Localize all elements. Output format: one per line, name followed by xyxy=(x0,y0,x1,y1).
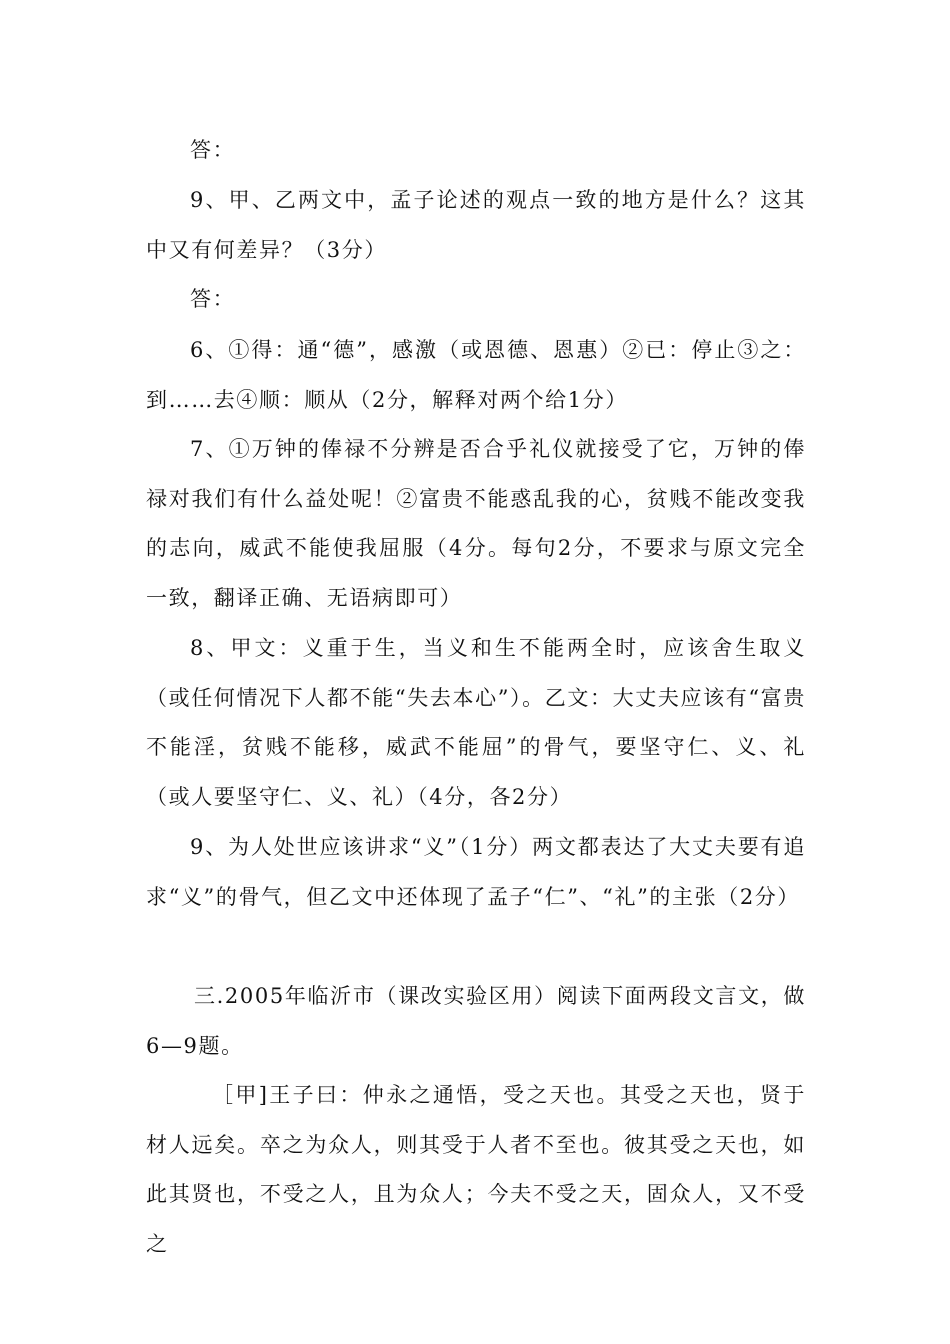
answer-label-1: 答： xyxy=(190,138,236,162)
answer-8: 8、甲文：义重于生，当义和生不能两全时，应该舍生取义（或任何情况下人都不能“失去本心”）。乙文：大丈夫应该有“富贵不能淫，贫贱不能移，威武不能屈”的骨气，要坚守仁、义、礼（或人要坚守仁、义、礼）（4分，各2分） xyxy=(146,636,806,809)
answer-9: 9、为人处世应该讲求“义”（1分）两文都表达了大丈夫要有追求“义”的骨气，但乙文中还体现了孟子“仁”、“礼”的主张（2分） xyxy=(146,835,806,909)
answer-7: 7、①万钟的俸禄不分辨是否合乎礼仪就接受了它，万钟的俸禄对我们有什么益处呢！②富贵不能惑乱我的心，贫贱不能改变我的志向，威武不能使我屈服（4分。每句2分，不要求与原文完全一致，翻译正确、无语病即可） xyxy=(146,437,806,610)
answer-6: 6、①得：通“德”，感激（或恩德、恩惠）②已：停止③之：到……去④顺：顺从（2分，解释对两个给1分） xyxy=(146,338,806,412)
answer-label-2: 答： xyxy=(190,287,236,311)
passage-jia: ［甲]王子曰：仲永之通悟，受之天也。其受之天也，贤于材人远矣。卒之为众人，则其受于人者不至也。彼其受之天也，如此其贤也，不受之人，且为众人；今夫不受之天，固众人，又不受之 xyxy=(146,1083,806,1256)
question-9: 9、甲、乙两文中，孟子论述的观点一致的地方是什么？这其中又有何差异？（3分） xyxy=(146,188,806,262)
section-3-heading: 三.2005年临沂市（课改实验区用）阅读下面两段文言文，做6—9题。 xyxy=(146,984,806,1058)
